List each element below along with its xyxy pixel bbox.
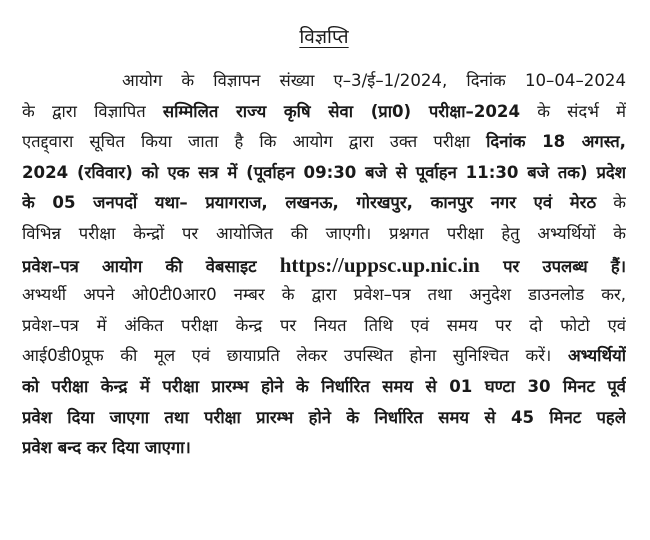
text-segment: आई0डी0प्रूफ की मूल एवं छायाप्रति लेकर उपस्थित होना सुनिश्चित करें। bbox=[22, 346, 568, 366]
notice-body bbox=[22, 66, 626, 464]
bold-text-segment: को परीक्षा केन्द्र में परीक्षा प्रारम्भ होने के निर्धारित समय से 01 घण्टा 30 मिनट पूर्व bbox=[22, 376, 626, 396]
notice-line bbox=[22, 250, 626, 281]
bold-text-segment: अभ्यर्थियों bbox=[567, 346, 626, 366]
notice-line bbox=[22, 372, 626, 403]
text-segment: एतद्द्वारा सूचित किया जाता है कि आयोग द्वारा उक्त परीक्षा bbox=[22, 132, 487, 152]
bold-text-segment: 2024 (रविवार) को एक सत्र में (पूर्वाहन 09:30 बजे से पूर्वाहन 11:30 बजे तक) प्रदेश bbox=[22, 162, 626, 182]
text-segment: के bbox=[596, 193, 626, 213]
notice-line bbox=[22, 188, 626, 219]
notice-line bbox=[22, 219, 626, 250]
text-segment: प्रवेश–पत्र में अंकित परीक्षा केन्द्र पर नियत तिथि एवं समय पर दो फोटो एवं bbox=[22, 315, 626, 335]
bold-text-segment: दिनांक 18 अगस्त, bbox=[486, 132, 626, 152]
notice-line bbox=[22, 97, 626, 128]
bold-text-segment: प्रवेश दिया जाएगा तथा परीक्षा प्रारम्भ होने के निर्धारित समय से 45 मिनट पहले bbox=[22, 407, 626, 427]
text-segment: अभ्यर्थी अपने ओ0टी0आर0 नम्बर के द्वारा प्रवेश–पत्र तथा अनुदेश डाउनलोड कर, bbox=[22, 285, 626, 305]
notice-line bbox=[22, 433, 626, 464]
bold-text-segment: पर उपलब्ध हैं। bbox=[479, 256, 626, 276]
notice-line bbox=[22, 158, 626, 189]
notice-line bbox=[22, 66, 626, 97]
notice-line bbox=[22, 403, 626, 434]
bold-text-segment: प्रवेश बन्द कर दिया जाएगा। bbox=[22, 438, 191, 458]
bold-text-segment: प्रवेश–पत्र आयोग की वेबसाइट bbox=[22, 256, 280, 276]
website-url: https://uppsc.up.nic.in bbox=[279, 252, 480, 277]
text-segment: के संदर्भ में bbox=[520, 101, 626, 121]
notice-line bbox=[22, 311, 626, 342]
bold-text-segment: सम्मिलित राज्य कृषि सेवा (प्रा0) परीक्षा–2024 bbox=[162, 101, 521, 121]
text-segment: विभिन्न परीक्षा केन्द्रों पर आयोजित की जाएगी। प्रश्नगत परीक्षा हेतु अभ्यर्थियों के bbox=[22, 223, 626, 243]
text-segment: आयोग के विज्ञापन संख्या ए–3/ई–1/2024, दिनांक 10–04–2024 bbox=[122, 71, 626, 90]
notice-title: विज्ञप्ति bbox=[299, 26, 349, 48]
notice-line bbox=[22, 341, 626, 372]
notice-line bbox=[22, 280, 626, 311]
notice-line bbox=[22, 127, 626, 158]
bold-text-segment: के 05 जनपदों यथा– प्रयागराज, लखनऊ, गोरखपुर, कानपुर नगर एवं मेरठ bbox=[22, 193, 597, 213]
text-segment: के द्वारा विज्ञापित bbox=[22, 101, 163, 121]
